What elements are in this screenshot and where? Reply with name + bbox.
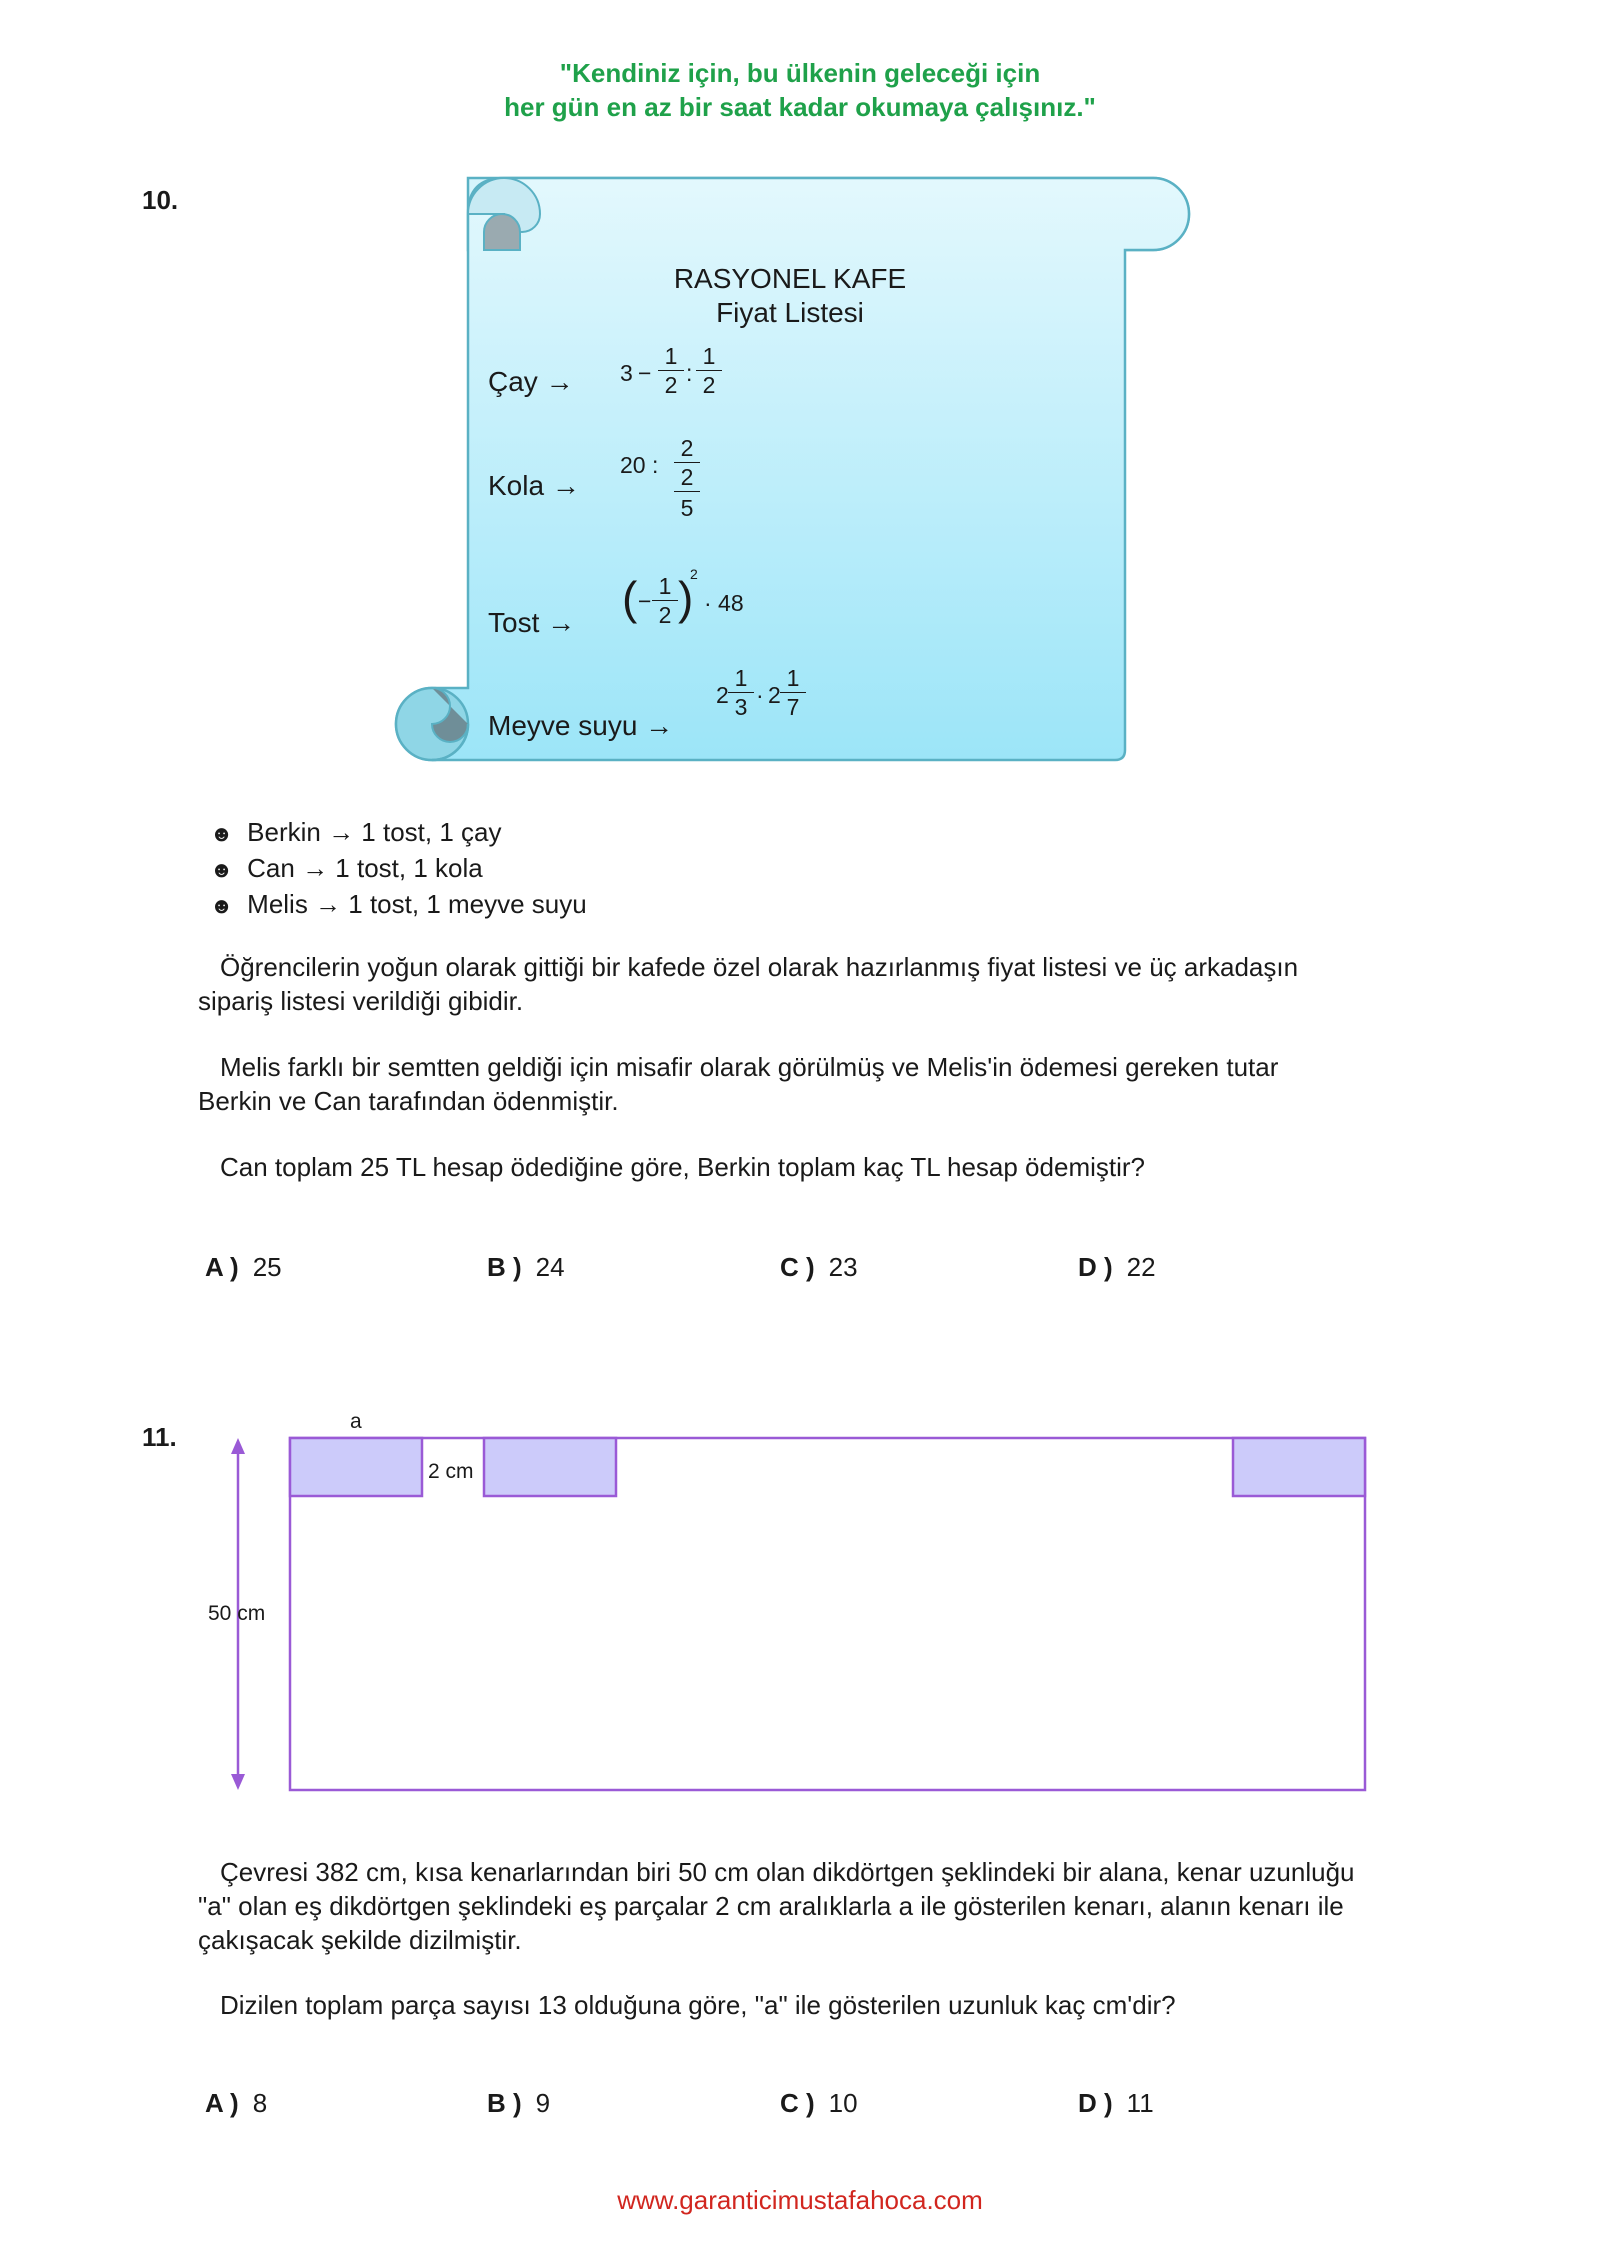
- menu-header: [640, 262, 940, 330]
- menu-item-cay-price: [620, 340, 740, 410]
- q10-question: Can toplam 25 TL hesap ödediğine göre, Berkin toplam kaç TL hesap ödemiştir?: [220, 1152, 1145, 1182]
- orders-list: [210, 815, 587, 923]
- q10-paragraph-1: Öğrencilerin yoğun olarak gittiği bir kafede özel olarak hazırlanmış fiyat listesi ve üç arkadaşın sipariş listesi verildiği gibidir.: [198, 952, 1299, 1016]
- label-height: 50 cm: [208, 1602, 266, 1625]
- menu-item-tost-price: [622, 566, 762, 646]
- q11-paragraph: Çevresi 382 cm, kısa kenarlarından biri 50 cm olan dikdörtgen şeklindeki bir alana, kenar uzunluğu "a" olan eş dikdörtgen şeklindeki eş parçalar 2 cm aralıklarla a ile gösterilen kenarı, alanın kenarı ile çakışacak şekilde dizilmiştir.: [198, 1857, 1355, 1955]
- smiley-icon: ☻: [210, 821, 234, 846]
- cay-fraction-1: $\frac{1}{2}$: [658, 342, 684, 399]
- arrow-up-icon: [231, 1438, 245, 1454]
- motto-line-1: "Kendiniz için, bu ülkenin geleceği için: [559, 58, 1041, 88]
- menu-item-kola-price: [620, 432, 740, 532]
- tost-exponent: 2: [690, 566, 698, 582]
- tost-open-paren: (: [622, 572, 638, 624]
- menu-item-meyve-suyu-label: Meyve suyu →: [488, 710, 674, 741]
- q11-option-c[interactable]: C ) 10: [780, 2088, 858, 2118]
- q11-question: Dizilen toplam parça sayısı 13 olduğuna göre, "a" ile gösterilen uzunluk kaç cm'dir?: [220, 1990, 1176, 2020]
- tost-close-paren: ): [678, 572, 694, 624]
- menu-subtitle: Fiyat Listesi: [716, 297, 864, 328]
- smiley-icon: ☻: [210, 857, 234, 882]
- kola-lead: 20 :: [620, 452, 659, 478]
- meyve-fraction-1: $\frac{1}{3}$: [728, 664, 754, 721]
- menu-item-cay-label: Çay →: [488, 366, 574, 397]
- meyve-whole-2: 2: [768, 682, 781, 708]
- tost-tail: · 48: [704, 590, 744, 616]
- q11-option-a[interactable]: A ) 8: [205, 2088, 268, 2118]
- arrow-down-icon: [231, 1774, 245, 1790]
- kola-complex-fraction: 2 2 5: [674, 434, 700, 524]
- cay-whole: 3: [620, 360, 633, 386]
- smiley-icon: ☻: [210, 893, 234, 918]
- order-item: ☻ Melis → 1 tost, 1 meyve suyu: [210, 889, 587, 919]
- meyve-fraction-2: $\frac{1}{7}$: [780, 664, 806, 721]
- cay-divide: :: [686, 360, 693, 386]
- meyve-whole-1: 2: [716, 682, 729, 708]
- field-rectangle: [290, 1438, 1365, 1790]
- order-item: ☻ Berkin → 1 tost, 1 çay: [210, 817, 502, 847]
- meyve-dot: ·: [756, 682, 764, 708]
- tile-last: [1233, 1438, 1365, 1496]
- q10-paragraph-2: Melis farklı bir semtten geldiği için misafir olarak görülmüş ve Melis'in ödemesi gereken tutar Berkin ve Can tarafından ödenmiştir.: [198, 1052, 1279, 1116]
- cay-minus: −: [638, 360, 652, 386]
- q10-option-a[interactable]: A ) 25: [205, 1252, 282, 1282]
- question-10-number: 10.: [142, 185, 179, 215]
- label-a: a: [350, 1410, 362, 1433]
- q10-option-b[interactable]: B ) 24: [487, 1252, 565, 1282]
- menu-title: RASYONEL KAFE: [673, 263, 907, 294]
- tost-sign: −: [638, 588, 652, 614]
- order-item: ☻ Can → 1 tost, 1 kola: [210, 853, 483, 883]
- tile-2: [484, 1438, 616, 1496]
- footer-website-link[interactable]: www.garanticimustafahoca.com: [617, 2185, 983, 2215]
- q11-option-d[interactable]: D ) 11: [1078, 2088, 1154, 2118]
- cay-fraction-2: $\frac{1}{2}$: [696, 342, 722, 399]
- menu-item-meyve-suyu-price: [716, 662, 826, 732]
- q10-option-c[interactable]: C ) 23: [780, 1252, 858, 1282]
- menu-item-tost-label: Tost →: [488, 607, 576, 638]
- label-gap: 2 cm: [428, 1460, 474, 1483]
- tile-1: [290, 1438, 422, 1496]
- menu-item-kola-label: Kola →: [488, 470, 580, 501]
- tost-fraction: $\frac{1}{2}$: [652, 572, 678, 629]
- q10-option-d[interactable]: D ) 22: [1078, 1252, 1156, 1282]
- question-11-number: 11.: [142, 1422, 177, 1452]
- motto-line-2: her gün en az bir saat kadar okumaya çalışınız.": [504, 92, 1096, 122]
- q11-option-b[interactable]: B ) 9: [487, 2088, 551, 2118]
- rectangle-diagram: [190, 1420, 1380, 1800]
